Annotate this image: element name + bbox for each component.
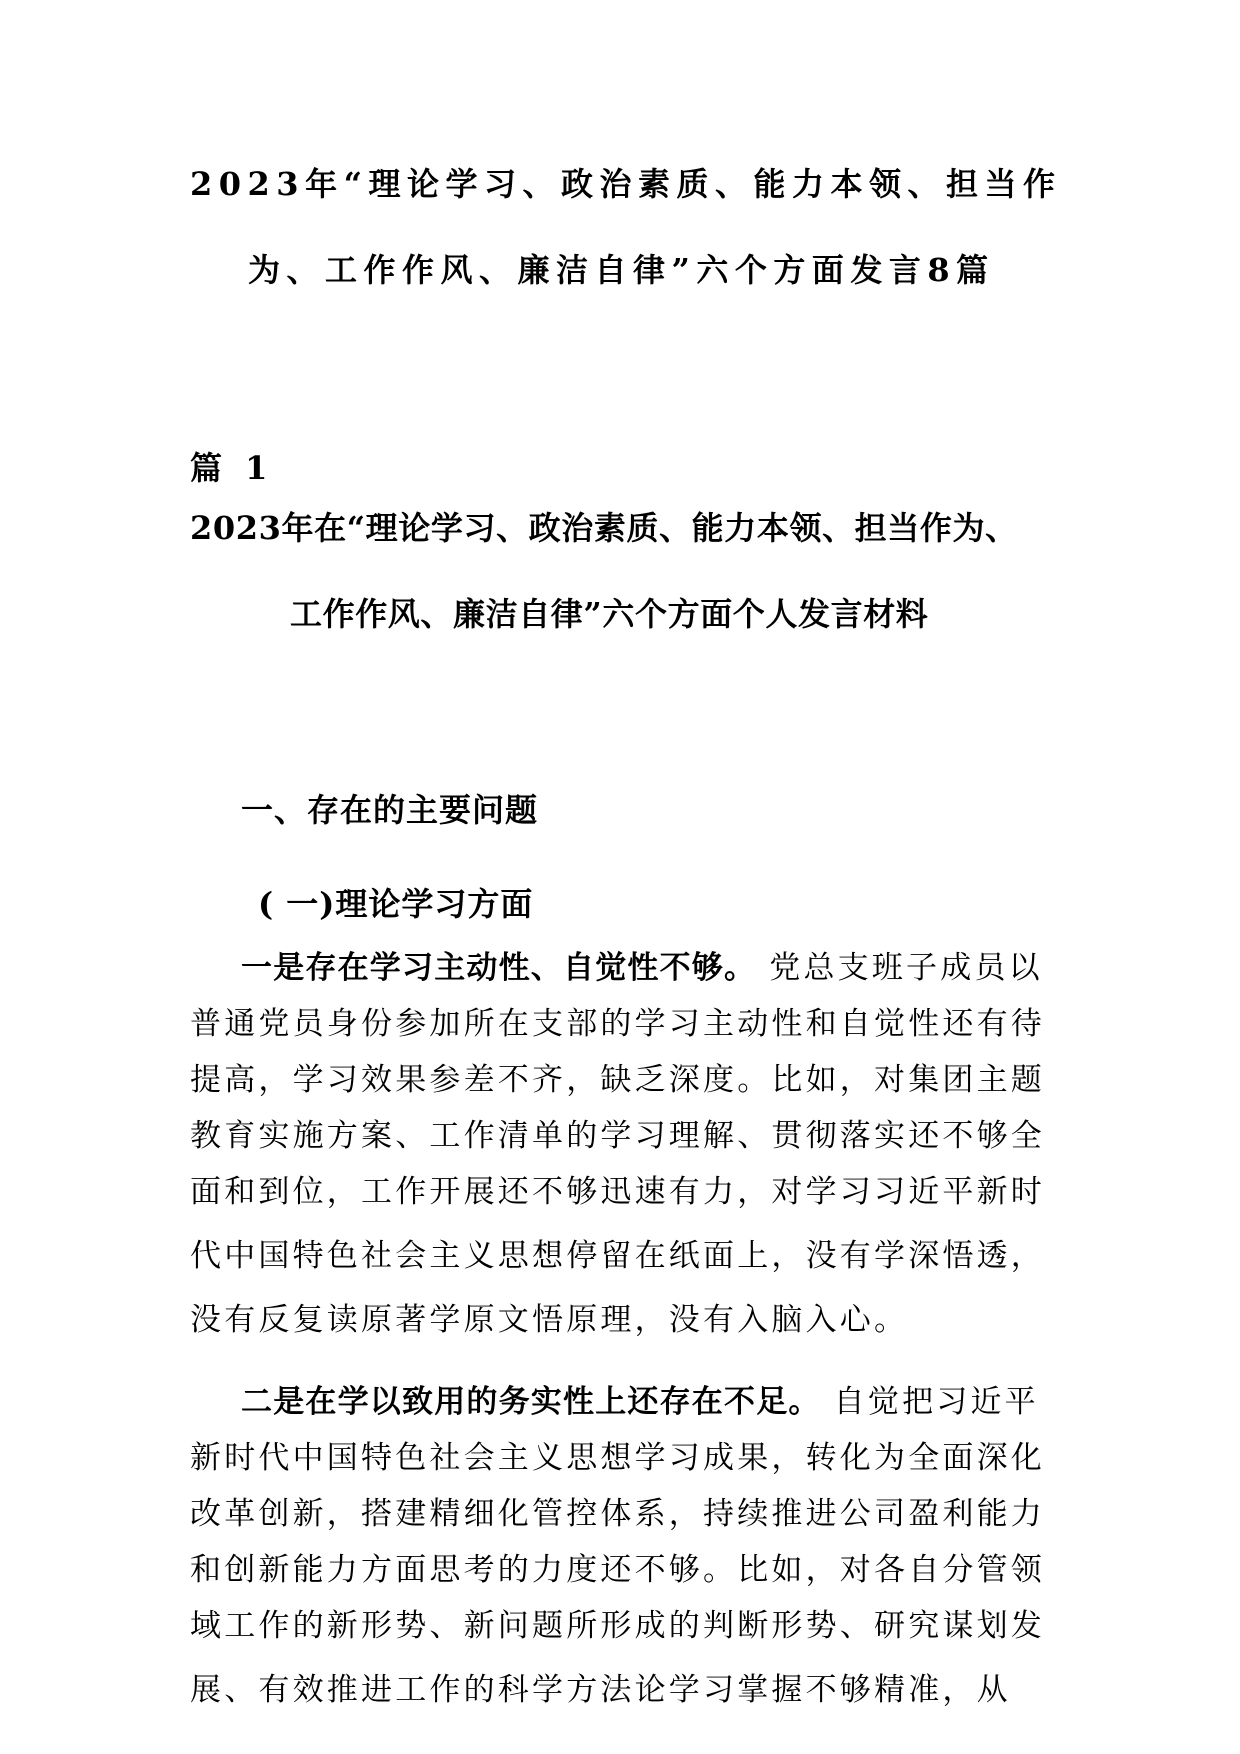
paragraph-1-first-line — [241, 948, 1043, 988]
paragraph-1-line: 代中国特色社会主义思想停留在纸面上，没有学深悟透， — [190, 1238, 1045, 1274]
paragraph-2-line: 展、有效推进工作的科学方法论学习掌握不够精准，从 — [190, 1672, 1011, 1708]
chapter-title-line-2: 工作作风、廉洁自律”六个方面个人发言材料 — [290, 595, 929, 633]
section-heading: 一、存在的主要问题 — [241, 791, 539, 829]
paragraph-2-line: 域工作的新形势、新问题所形成的判断形势、研究谋划发 — [190, 1608, 1045, 1644]
paragraph-1-line: 没有反复读原著学原文悟原理，没有入脑入心。 — [190, 1302, 909, 1338]
main-title-line-1: 2023年“理论学习、政治素质、能力本领、担当作 — [190, 165, 1062, 203]
chapter-label: 篇 1 — [190, 449, 274, 487]
paragraph-2-first-line-text: 自觉把习近平 — [820, 1384, 1039, 1420]
chapter-title-line-1: 2023年在“理论学习、政治素质、能力本领、担当作为、 — [190, 509, 1018, 547]
paragraph-2-line: 和创新能力方面思考的力度还不够。比如，对各自分管领 — [190, 1552, 1045, 1588]
paragraph-1-first-line-text: 党总支班子成员以 — [756, 950, 1043, 986]
paragraph-2-first-line — [241, 1382, 1039, 1422]
main-title-line-2: 为、工作作风、廉洁自律”六个方面发言8篇 — [248, 251, 995, 289]
paragraph-2-line: 改革创新，搭建精细化管控体系，持续推进公司盈利能力 — [190, 1496, 1045, 1532]
subsection-heading: ( 一)理论学习方面 — [258, 885, 534, 923]
paragraph-1-lead: 一是存在学习主动性、自觉性不够。 — [241, 950, 757, 986]
paragraph-1-line: 教育实施方案、工作清单的学习理解、贯彻落实还不够全 — [190, 1118, 1045, 1154]
paragraph-2-line: 新时代中国特色社会主义思想学习成果，转化为全面深化 — [190, 1440, 1045, 1476]
paragraph-1-line: 提高，学习效果参差不齐，缺乏深度。比如，对集团主题 — [190, 1062, 1045, 1098]
paragraph-1-line: 面和到位，工作开展还不够迅速有力，对学习习近平新时 — [190, 1174, 1045, 1210]
paragraph-2-lead: 二是在学以致用的务实性上还存在不足。 — [241, 1384, 821, 1420]
paragraph-1-line: 普通党员身份参加所在支部的学习主动性和自觉性还有待 — [190, 1006, 1045, 1042]
